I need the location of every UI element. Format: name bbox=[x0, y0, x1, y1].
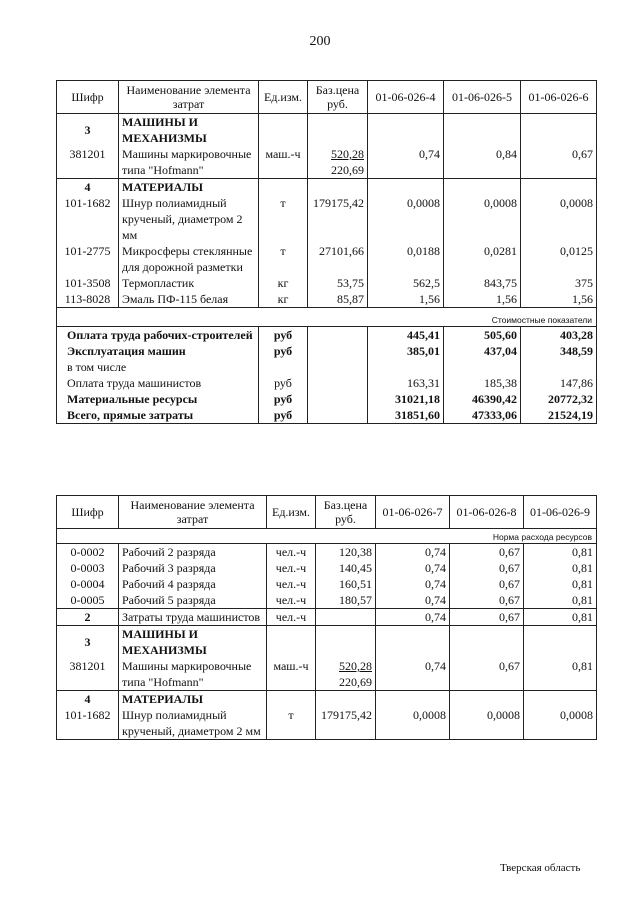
table-row bbox=[57, 275, 597, 291]
row-value-2: 0,0281 bbox=[444, 243, 521, 275]
total-row bbox=[57, 375, 597, 391]
row-value-2: 0,0008 bbox=[444, 195, 521, 243]
row-code: 0-0003 bbox=[57, 560, 119, 576]
table-row bbox=[57, 243, 597, 275]
header-col-2: 01-06-026-5 bbox=[444, 81, 521, 114]
price-sub: 220,69 bbox=[331, 163, 364, 177]
row-unit: чел.-ч bbox=[267, 592, 316, 609]
total-value-2: 47333,06 bbox=[444, 407, 521, 424]
row-value-3: 1,56 bbox=[521, 291, 597, 308]
row-name: Рабочий 3 разряда bbox=[119, 560, 267, 576]
total-row bbox=[57, 343, 597, 359]
row-code: 0-0002 bbox=[57, 544, 119, 561]
price-main: 520,28 bbox=[331, 147, 364, 161]
row-price: 53,75 bbox=[308, 275, 368, 291]
header-name: Наименование элемента затрат bbox=[119, 81, 259, 114]
row-code: 101-3508 bbox=[57, 275, 119, 291]
row-price: 179175,42 bbox=[308, 195, 368, 243]
row-name: Рабочий 4 разряда bbox=[119, 576, 267, 592]
row-value-2: 0,67 bbox=[450, 609, 524, 626]
row-code: 0-0005 bbox=[57, 592, 119, 609]
row-value-1: 0,74 bbox=[376, 544, 450, 561]
table-row bbox=[57, 544, 597, 561]
table-row bbox=[57, 592, 597, 609]
row-value-3: 0,81 bbox=[524, 609, 597, 626]
row-unit: чел.-ч bbox=[267, 560, 316, 576]
row-value-1: 0,74 bbox=[376, 658, 450, 691]
row-price: 179175,42 bbox=[316, 707, 376, 740]
price-sub: 220,69 bbox=[339, 675, 372, 689]
total-value-1: 31021,18 bbox=[368, 391, 444, 407]
row-code: 113-8028 bbox=[57, 291, 119, 308]
table-row bbox=[57, 576, 597, 592]
row-code: 101-2775 bbox=[57, 243, 119, 275]
header-price: Баз.цена руб. bbox=[316, 496, 376, 529]
header-code: Шифр bbox=[57, 81, 119, 114]
header-col-2: 01-06-026-8 bbox=[450, 496, 524, 529]
row-value-3: 0,81 bbox=[524, 592, 597, 609]
row-value-3: 0,67 bbox=[521, 146, 597, 179]
table-row-labor bbox=[57, 609, 597, 626]
row-price: 120,38 bbox=[316, 544, 376, 561]
total-value-1: 385,01 bbox=[368, 343, 444, 359]
page-number: 200 bbox=[309, 34, 331, 49]
row-value-2: 0,67 bbox=[450, 658, 524, 691]
row-value-1: 0,74 bbox=[376, 592, 450, 609]
section-title: МАТЕРИАЛЫ bbox=[119, 179, 259, 196]
total-value-2: 185,38 bbox=[444, 375, 521, 391]
row-unit: чел.-ч bbox=[267, 576, 316, 592]
total-value-3 bbox=[521, 359, 597, 375]
table-row bbox=[57, 658, 597, 691]
row-value-1: 0,74 bbox=[376, 560, 450, 576]
header-col-3: 01-06-026-9 bbox=[524, 496, 597, 529]
price-main: 520,28 bbox=[339, 659, 372, 673]
total-value-1 bbox=[368, 359, 444, 375]
total-name: Материальные ресурсы bbox=[57, 391, 259, 407]
total-row bbox=[57, 327, 597, 344]
total-value-3: 20772,32 bbox=[521, 391, 597, 407]
header-price: Баз.цена руб. bbox=[308, 81, 368, 114]
row-price bbox=[316, 658, 376, 691]
row-value-2: 0,84 bbox=[444, 146, 521, 179]
table-header-row bbox=[57, 81, 597, 114]
section-row-machines bbox=[57, 114, 597, 147]
row-name: Затраты труда машинистов bbox=[119, 609, 267, 626]
total-row bbox=[57, 359, 597, 375]
row-value-1: 0,0008 bbox=[368, 195, 444, 243]
row-value-2: 0,0008 bbox=[450, 707, 524, 740]
row-value-1: 0,74 bbox=[376, 609, 450, 626]
section-row-machines bbox=[57, 626, 597, 659]
row-value-3: 0,81 bbox=[524, 576, 597, 592]
header-unit: Ед.изм. bbox=[267, 496, 316, 529]
total-value-2: 46390,42 bbox=[444, 391, 521, 407]
total-row bbox=[57, 407, 597, 424]
section-number: 4 bbox=[57, 691, 119, 708]
total-unit: руб bbox=[259, 391, 308, 407]
row-value-1: 1,56 bbox=[368, 291, 444, 308]
subheader-row bbox=[57, 308, 597, 327]
row-code: 101-1682 bbox=[57, 707, 119, 740]
row-price: 85,87 bbox=[308, 291, 368, 308]
total-value-2: 505,60 bbox=[444, 327, 521, 344]
row-value-1: 0,0008 bbox=[376, 707, 450, 740]
row-unit: т bbox=[259, 243, 308, 275]
section-number: 4 bbox=[57, 179, 119, 196]
header-col-3: 01-06-026-6 bbox=[521, 81, 597, 114]
row-unit: кг bbox=[259, 291, 308, 308]
total-unit: руб bbox=[259, 407, 308, 424]
header-name: Наименование элемента затрат bbox=[119, 496, 267, 529]
total-value-1: 31851,60 bbox=[368, 407, 444, 424]
total-name: Оплата труда машинистов bbox=[57, 375, 259, 391]
total-row bbox=[57, 391, 597, 407]
section-row-materials bbox=[57, 179, 597, 196]
total-unit: руб bbox=[259, 343, 308, 359]
row-unit: маш.-ч bbox=[259, 146, 308, 179]
row-code: 2 bbox=[57, 609, 119, 626]
total-value-1: 163,31 bbox=[368, 375, 444, 391]
row-value-1: 0,0188 bbox=[368, 243, 444, 275]
row-name: Эмаль ПФ-115 белая bbox=[119, 291, 259, 308]
row-value-3: 0,0008 bbox=[524, 707, 597, 740]
row-value-2: 0,67 bbox=[450, 592, 524, 609]
row-name: Микросферы стеклянные для дорожной разметки bbox=[119, 243, 259, 275]
row-price: 160,51 bbox=[316, 576, 376, 592]
row-unit: чел.-ч bbox=[267, 544, 316, 561]
subheader-cost-indicators: Стоимостные показатели bbox=[57, 308, 597, 327]
total-name: Эксплуатация машин bbox=[57, 343, 259, 359]
subheader-row bbox=[57, 529, 597, 544]
row-code: 381201 bbox=[57, 658, 119, 691]
row-unit: чел.-ч bbox=[267, 609, 316, 626]
total-name: Всего, прямые затраты bbox=[57, 407, 259, 424]
row-price: 140,45 bbox=[316, 560, 376, 576]
header-unit: Ед.изм. bbox=[259, 81, 308, 114]
header-col-1: 01-06-026-7 bbox=[376, 496, 450, 529]
row-value-2: 0,67 bbox=[450, 576, 524, 592]
row-unit: маш.-ч bbox=[267, 658, 316, 691]
row-name: Машины маркировочные типа "Hofmann" bbox=[119, 658, 267, 691]
row-price bbox=[308, 146, 368, 179]
total-value-2: 437,04 bbox=[444, 343, 521, 359]
row-value-3: 0,0125 bbox=[521, 243, 597, 275]
table-row bbox=[57, 146, 597, 179]
row-unit: т bbox=[259, 195, 308, 243]
row-price: 27101,66 bbox=[308, 243, 368, 275]
section-row-materials bbox=[57, 691, 597, 708]
section-number: 3 bbox=[57, 626, 119, 659]
row-code: 0-0004 bbox=[57, 576, 119, 592]
row-value-3: 0,0008 bbox=[521, 195, 597, 243]
row-name: Шнур полиамидный крученый, диаметром 2 мм bbox=[119, 707, 267, 740]
row-name: Рабочий 5 разряда bbox=[119, 592, 267, 609]
table-row bbox=[57, 291, 597, 308]
row-value-2: 0,67 bbox=[450, 560, 524, 576]
total-unit bbox=[259, 359, 308, 375]
total-value-3: 348,59 bbox=[521, 343, 597, 359]
total-unit: руб bbox=[259, 327, 308, 344]
total-value-3: 403,28 bbox=[521, 327, 597, 344]
header-col-1: 01-06-026-4 bbox=[368, 81, 444, 114]
norm-table-2 bbox=[56, 495, 597, 740]
header-code: Шифр bbox=[57, 496, 119, 529]
row-value-2: 1,56 bbox=[444, 291, 521, 308]
total-value-1: 445,41 bbox=[368, 327, 444, 344]
row-value-3: 0,81 bbox=[524, 560, 597, 576]
row-value-2: 843,75 bbox=[444, 275, 521, 291]
row-value-3: 375 bbox=[521, 275, 597, 291]
row-name: Машины маркировочные типа "Hofmann" bbox=[119, 146, 259, 179]
table-header-row bbox=[57, 496, 597, 529]
subheader-consumption: Норма расхода ресурсов bbox=[57, 529, 597, 544]
row-code: 381201 bbox=[57, 146, 119, 179]
row-name: Шнур полиамидный крученый, диаметром 2 мм bbox=[119, 195, 259, 243]
total-value-3: 147,86 bbox=[521, 375, 597, 391]
norm-table-1 bbox=[56, 80, 597, 424]
total-name: Оплата труда рабочих-строителей bbox=[57, 327, 259, 344]
footer-region: Тверская область bbox=[500, 862, 581, 874]
section-title: МАШИНЫ И МЕХАНИЗМЫ bbox=[119, 114, 259, 147]
total-value-3: 21524,19 bbox=[521, 407, 597, 424]
section-title: МАШИНЫ И МЕХАНИЗМЫ bbox=[119, 626, 267, 659]
row-unit: т bbox=[267, 707, 316, 740]
section-number: 3 bbox=[57, 114, 119, 147]
table-row bbox=[57, 707, 597, 740]
table-row bbox=[57, 560, 597, 576]
row-value-2: 0,67 bbox=[450, 544, 524, 561]
row-unit: кг bbox=[259, 275, 308, 291]
total-unit: руб bbox=[259, 375, 308, 391]
row-value-1: 562,5 bbox=[368, 275, 444, 291]
row-value-3: 0,81 bbox=[524, 658, 597, 691]
row-name: Рабочий 2 разряда bbox=[119, 544, 267, 561]
total-value-2 bbox=[444, 359, 521, 375]
table-row bbox=[57, 195, 597, 243]
row-value-1: 0,74 bbox=[376, 576, 450, 592]
row-value-3: 0,81 bbox=[524, 544, 597, 561]
section-title: МАТЕРИАЛЫ bbox=[119, 691, 267, 708]
total-name: в том числе bbox=[57, 359, 259, 375]
row-code: 101-1682 bbox=[57, 195, 119, 243]
row-name: Термопластик bbox=[119, 275, 259, 291]
row-value-1: 0,74 bbox=[368, 146, 444, 179]
row-price: 180,57 bbox=[316, 592, 376, 609]
